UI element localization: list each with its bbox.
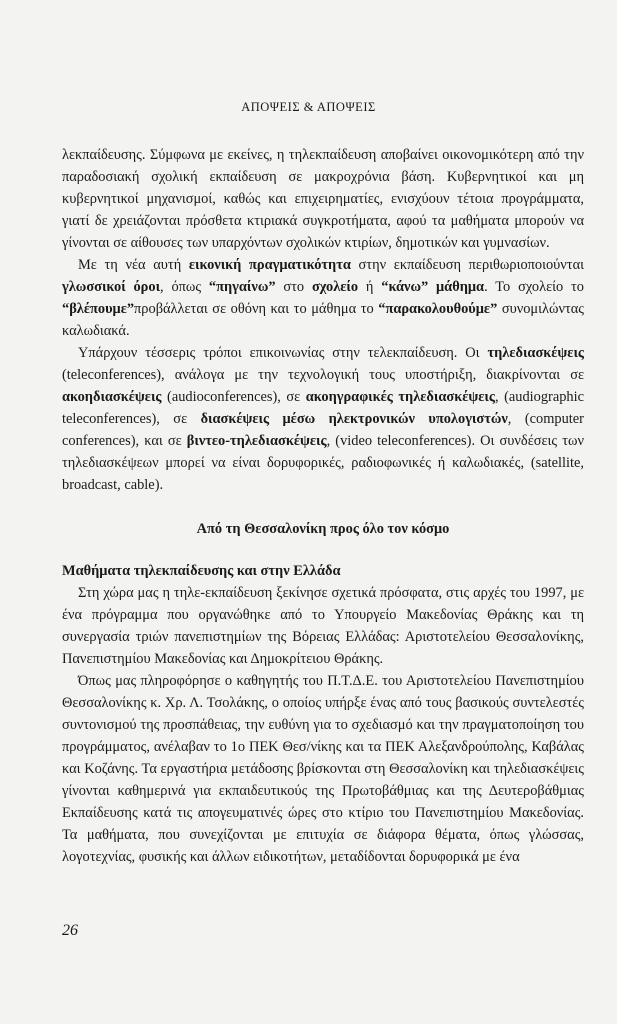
term-see: “βλέπουμε”: [62, 301, 135, 317]
running-head: ΑΠΟΨΕΙΣ & ΑΠΟΨΕΙΣ: [241, 100, 376, 114]
term-school: σχολείο: [311, 279, 359, 295]
para2-text-7: προβάλλεται σε οθόνη και το μάθημα το: [134, 301, 379, 317]
para3-text-1: Υπάρχουν τέσσερις τρόποι επικοινωνίας στην τελεκπαίδευση. Οι: [78, 345, 488, 361]
term-teleconferences: τηλεδιασκέψεις: [487, 345, 584, 361]
para3-text-2: (teleconferences), ανάλογα με την τεχνολογική τους υποστήριξη, διακρίνονται σε: [62, 367, 584, 383]
para2-text-2: στην εκπαίδευση περιθωριοποιούνται: [350, 257, 584, 273]
section-title: Από τη Θεσσαλονίκη προς όλο τον κόσμο: [196, 521, 450, 537]
subsection-title: Μαθήματα τηλεκπαίδευσης και στην Ελλάδα: [62, 563, 341, 579]
para2-text-8: συνομιλώντας καλωδιακά.: [62, 301, 584, 339]
para3-text-5: , (computer conferences), και σε: [62, 411, 584, 449]
para3-text-4: , (audiographic teleconferences), σε: [62, 389, 584, 427]
para2-text-4: στο: [275, 279, 312, 295]
paragraph-5: Όπως μας πληροφόρησε ο καθηγητής του Π.Τ.Δ.Ε. του Αριστοτελείου Πανεπιστημίου Θεσσαλονίκης κ. Χρ. Λ. Τσολάκης, ο οποίος υπήρξε ένας από τους βασικούς συντελεστές συντονισμού της προσπάθειας, την ευθύνη για το σχεδιασμό και την πραγματοποίηση του προγράμματος, ανέλαβαν το 1ο ΠΕΚ Θεσ/νίκης και τα ΠΕΚ Αλεξανδρούπολης, Καβάλας και Κοζάνης. Τα εργαστήρια μετάδοσης βρίσκονται στη Θεσσαλονίκη και τηλεδιασκέψεις γίνονται καθημερινά για εκπαιδευτικούς της Πρωτοβάθμιας και της Δευτεροβάθμιας Εκπαίδευσης κατά τις απογευματινές ώρες στο κτίριο του Πανεπιστημίου Μακεδονίας. Τα μαθήματα, που συνεχίζονται με επιτυχία σε διάφορα θέματα, όπως γλώσσας, λογοτεχνίας, φυσικής και άλλων ειδικοτήτων, μεταδίδονται δορυφορικά με ένα: [62, 673, 584, 865]
para2-text-6: . Το σχολείο το: [484, 279, 584, 295]
term-go: “πηγαίνω”: [208, 279, 276, 295]
paragraph-1: λεκπαίδευσης. Σύμφωνα με εκείνες, η τηλεκπαίδευση αποβαίνει οικονομικότερη από την παραδοσιακή σχολική εκπαίδευση σε μακροχρόνια βάση. Κυβερνητικοί και μη κυβερνητικοί μηχανισμοί, καθώς και επιχειρηματίες, ενισχύουν τέτοια προγράμματα, γιατί δε χρειάζονται πρόσθετα κτιριακά συγκροτήματα, αφού τα μαθήματα μπορούν να γίνονται σε αίθουσες των υπαρχόντων σχολικών κτιρίων, δημοτικών και γυμνασίων.: [62, 147, 584, 251]
term-audiographic: ακοηγραφικές τηλεδιασκέψεις: [305, 389, 495, 405]
para2-text-5: ή: [358, 279, 382, 295]
paragraph-4: Στη χώρα μας η τηλε-εκπαίδευση ξεκίνησε σχετικά πρόσφατα, στις αρχές του 1997, με ένα πρόγραμμα που οργανώθηκε από το Υπουργείο Μακεδονίας Θράκης και τη συνεργασία τριών πανεπιστημίων της Βόρειας Ελλάδας: Αριστοτελείου Θεσσαλονίκης, Πανεπιστημίου Μακεδονίας και Δημοκρίτειου Θράκης.: [62, 585, 584, 667]
term-video-teleconferences: βιντεο-τηλεδιασκέψεις: [186, 433, 327, 449]
para3-text-3: (audioconferences), σε: [161, 389, 306, 405]
term-virtual-reality: εικονική πραγματικότητα: [188, 257, 351, 273]
para2-text-1: Με τη νέα αυτή: [78, 257, 189, 273]
body-text: [62, 144, 584, 868]
term-do-lesson: “κάνω” μάθημα: [381, 279, 485, 295]
page-number: 26: [62, 922, 78, 939]
term-follow: “παρακολουθούμε”: [378, 301, 498, 317]
para3-text-6: , (video teleconferences). Οι συνδέσεις των τηλεδιασκέψεων μπορεί να είναι δορυφορικές, ραδιοφωνικές ή καλωδιακές, (satellite, broadcast, cable).: [62, 433, 585, 493]
term-audioconferences: ακοηδιασκέψεις: [62, 389, 162, 405]
term-computer-conferences: διασκέψεις μέσω ηλεκτρονικών υπολογιστών: [200, 411, 508, 427]
para2-text-3: , όπως: [160, 279, 209, 295]
paragraph-3: [62, 342, 584, 496]
paragraph-2: [62, 254, 584, 342]
term-linguistic-terms: γλωσσικοί όροι: [62, 279, 161, 295]
